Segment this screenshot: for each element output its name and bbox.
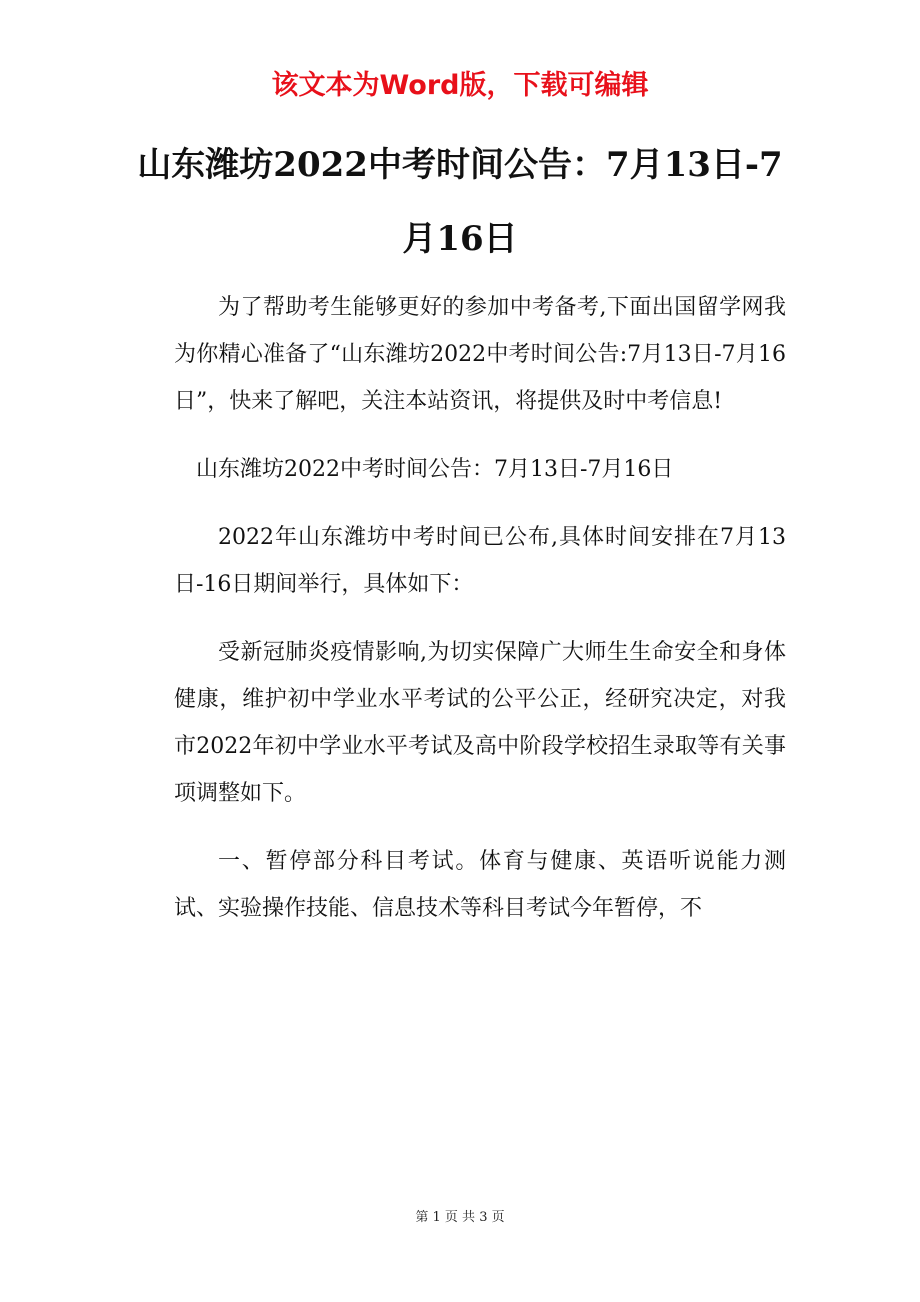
document-body (174, 284, 786, 953)
section-one-paragraph: 一、暂停部分科目考试。体育与健康、英语听说能力测试、实验操作技能、信息技术等科目考试今年暂停，不 (174, 849, 786, 921)
notice-paragraph: 受新冠肺炎疫情影响,为切实保障广大师生生命安全和身体健康，维护初中学业水平考试的公平公正，经研究决定，对我市2022年初中学业水平考试及高中阶段学校招生录取等有关事项调整如下。 (174, 640, 786, 806)
page-number-footer: 第 1 页 共 3 页 (415, 1210, 505, 1225)
schedule-paragraph: 2022年山东潍坊中考时间已公布,具体时间安排在7月13日-16日期间举行，具体如下： (174, 525, 786, 597)
document-title: 山东潍坊2022中考时间公告：7月13日-7月16日 (137, 145, 783, 259)
word-version-banner: 该文本为Word版，下载可编辑 (271, 70, 649, 101)
subheading-paragraph: 山东潍坊2022中考时间公告：7月13日-7月16日 (196, 457, 674, 482)
intro-paragraph: 为了帮助考生能够更好的参加中考备考,下面出国留学网我为你精心准备了“山东潍坊2022中考时间公告:7月13日-7月16日”，快来了解吧，关注本站资讯，将提供及时中考信息! (174, 295, 786, 414)
